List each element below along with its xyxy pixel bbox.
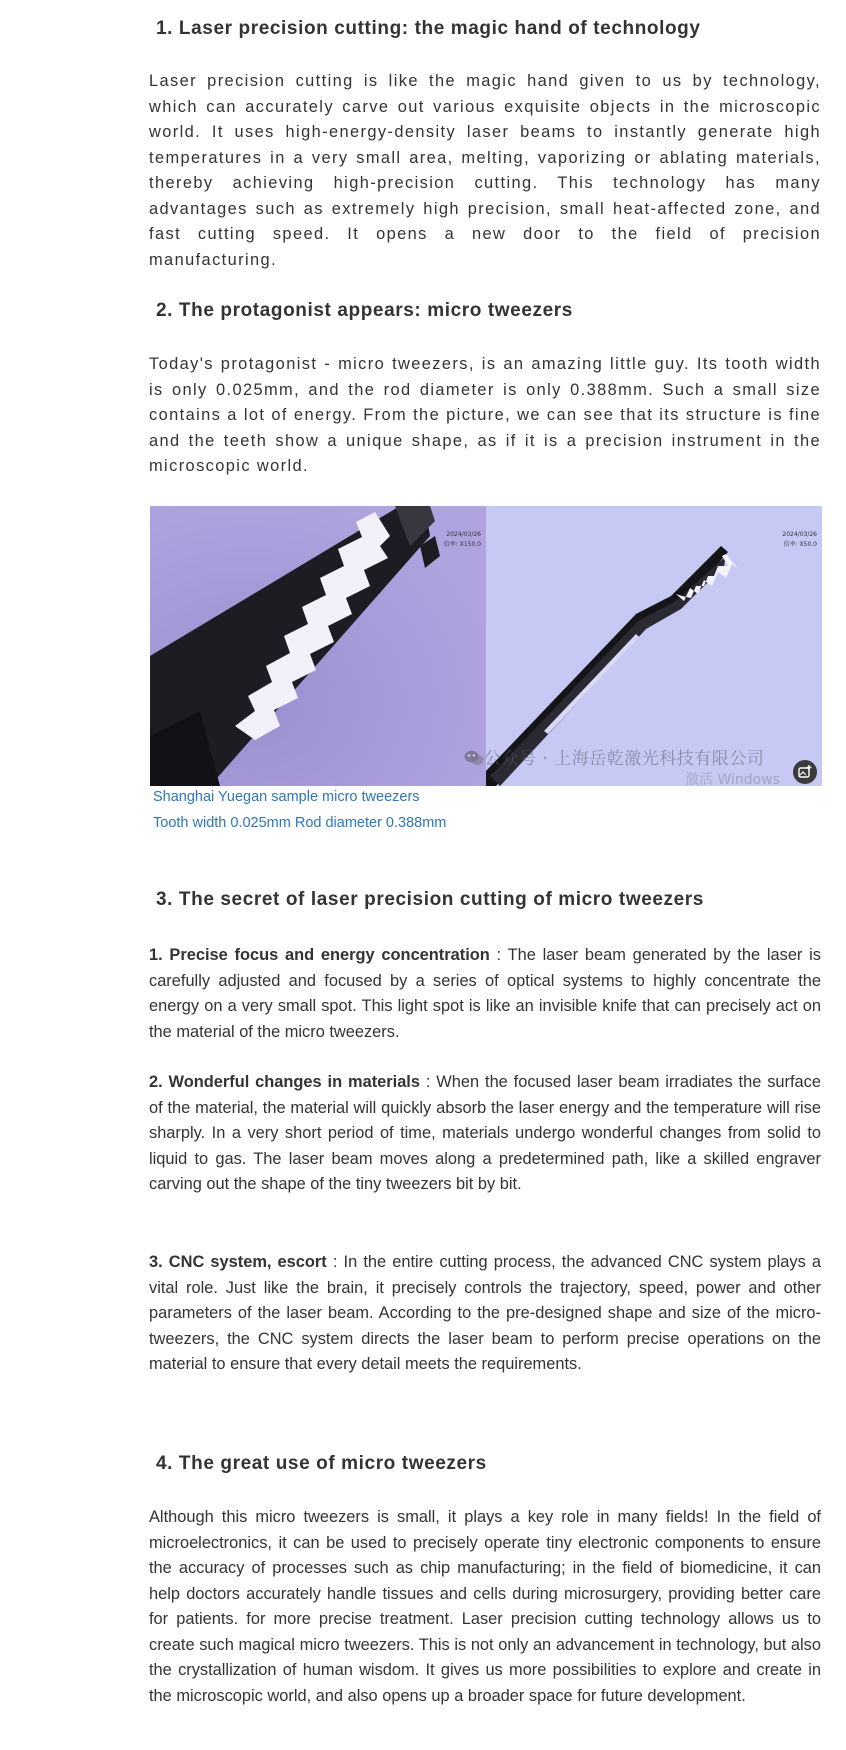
section-3-paragraph-2 <box>149 1070 821 1198</box>
section-3-title: 3. The secret of laser precision cutting of micro tweezers <box>156 889 704 910</box>
tweezers-figure[interactable] <box>150 506 822 786</box>
image-stamp-left: 2024/03/26 倍率: X150.0 <box>443 531 481 548</box>
paragraph-2-text: : When the focused laser beam irradiates the surface of the material, the material will quickly absorb the laser energy and the temperature will rise sharply. In a very short period of time, materials undergo wonderful changes from solid to liquid to gas. The laser beam moves along a predetermined path, like a skilled engraver carving out the shape of the tiny tweezers bit by bit. <box>149 1073 821 1193</box>
figure-caption-line-1: Shanghai Yuegan sample micro tweezers <box>153 789 420 805</box>
wechat-watermark: 公众号 · 上海岳乾激光科技有限公司 <box>464 744 764 769</box>
section-4-paragraph: Although this micro tweezers is small, it plays a key role in many fields! In the field of microelectronics, it can be used to precisely operate tiny electronic components to ensure the accuracy of processes such as chip manufacturing; in the field of biomedicine, it can help doctors accurately handle tissues and cells during microsurgery, providing better care for patients. for more precise treatment. Laser precision cutting technology allows us to create such magical micro tweezers. This is not only an advancement in technology, but also the crystallization of human wisdom. It gives us more possibilities to explore and create in the microscopic world, and also opens up a broader space for future development. <box>149 1508 821 1705</box>
paragraph-1-lead: 1. Precise focus and energy concentration <box>149 946 490 964</box>
paragraph-2-lead: 2. Wonderful changes in materials <box>149 1073 420 1091</box>
image-save-button[interactable] <box>793 760 817 784</box>
image-add-icon <box>793 760 817 784</box>
tweezers-closeup-image <box>150 506 486 786</box>
section-3-paragraph-1 <box>149 943 821 1045</box>
paragraph-3-lead: 3. CNC system, escort <box>149 1253 327 1271</box>
wechat-icon <box>464 750 484 766</box>
section-3-paragraph-3 <box>149 1250 821 1378</box>
paragraph-3-text: : In the entire cutting process, the advanced CNC system plays a vital role. Just like the brain, it precisely controls the trajectory, speed, power and other parameters of the laser beam. According to the pre-designed shape and size of the micro-tweezers, the CNC system directs the laser beam to perform precise operations on the material to ensure that every detail meets the requirements. <box>149 1253 822 1373</box>
section-4-title: 4. The great use of micro tweezers <box>156 1453 487 1474</box>
figure-caption-line-2: Tooth width 0.025mm Rod diameter 0.388mm <box>153 815 447 831</box>
section-2-title: 2. The protagonist appears: micro tweezers <box>156 300 573 321</box>
image-stamp-right: 2024/03/26 倍率: X50.0 <box>782 531 817 548</box>
windows-activation-watermark: 激活 Windows <box>685 772 780 788</box>
tweezers-closeup-drawing <box>150 506 486 786</box>
section-1-title: 1. Laser precision cutting: the magic hand of technology <box>156 18 701 39</box>
section-2-paragraph: Today's protagonist - micro tweezers, is an amazing little guy. Its tooth width is only 0.025mm, and the rod diameter is only 0.388mm. Such a small size contains a lot of energy. From the picture, we can see that its structure is fine and the teeth show a unique shape, as if it is a precision instrument in the microscopic world. <box>149 355 821 475</box>
section-1-paragraph: Laser precision cutting is like the magic hand given to us by technology, which can accurately carve out various exquisite objects in the microscopic world. It uses high-energy-density laser beams to instantly generate high temperatures in a very small area, melting, vaporizing or ablating materials, thereby achieving high-precision cutting. This technology has many advantages such as extremely high precision, small heat-affected zone, and fast cutting speed. It opens a new door to the field of precision manufacturing. <box>149 72 821 269</box>
paragraph-1-text: : The laser beam generated by the laser is carefully adjusted and focused by a series of optical systems to highly concentrate the energy on a very small spot. This light spot is like an invisible knife that can precisely act on the material of the micro tweezers. <box>149 946 821 1041</box>
